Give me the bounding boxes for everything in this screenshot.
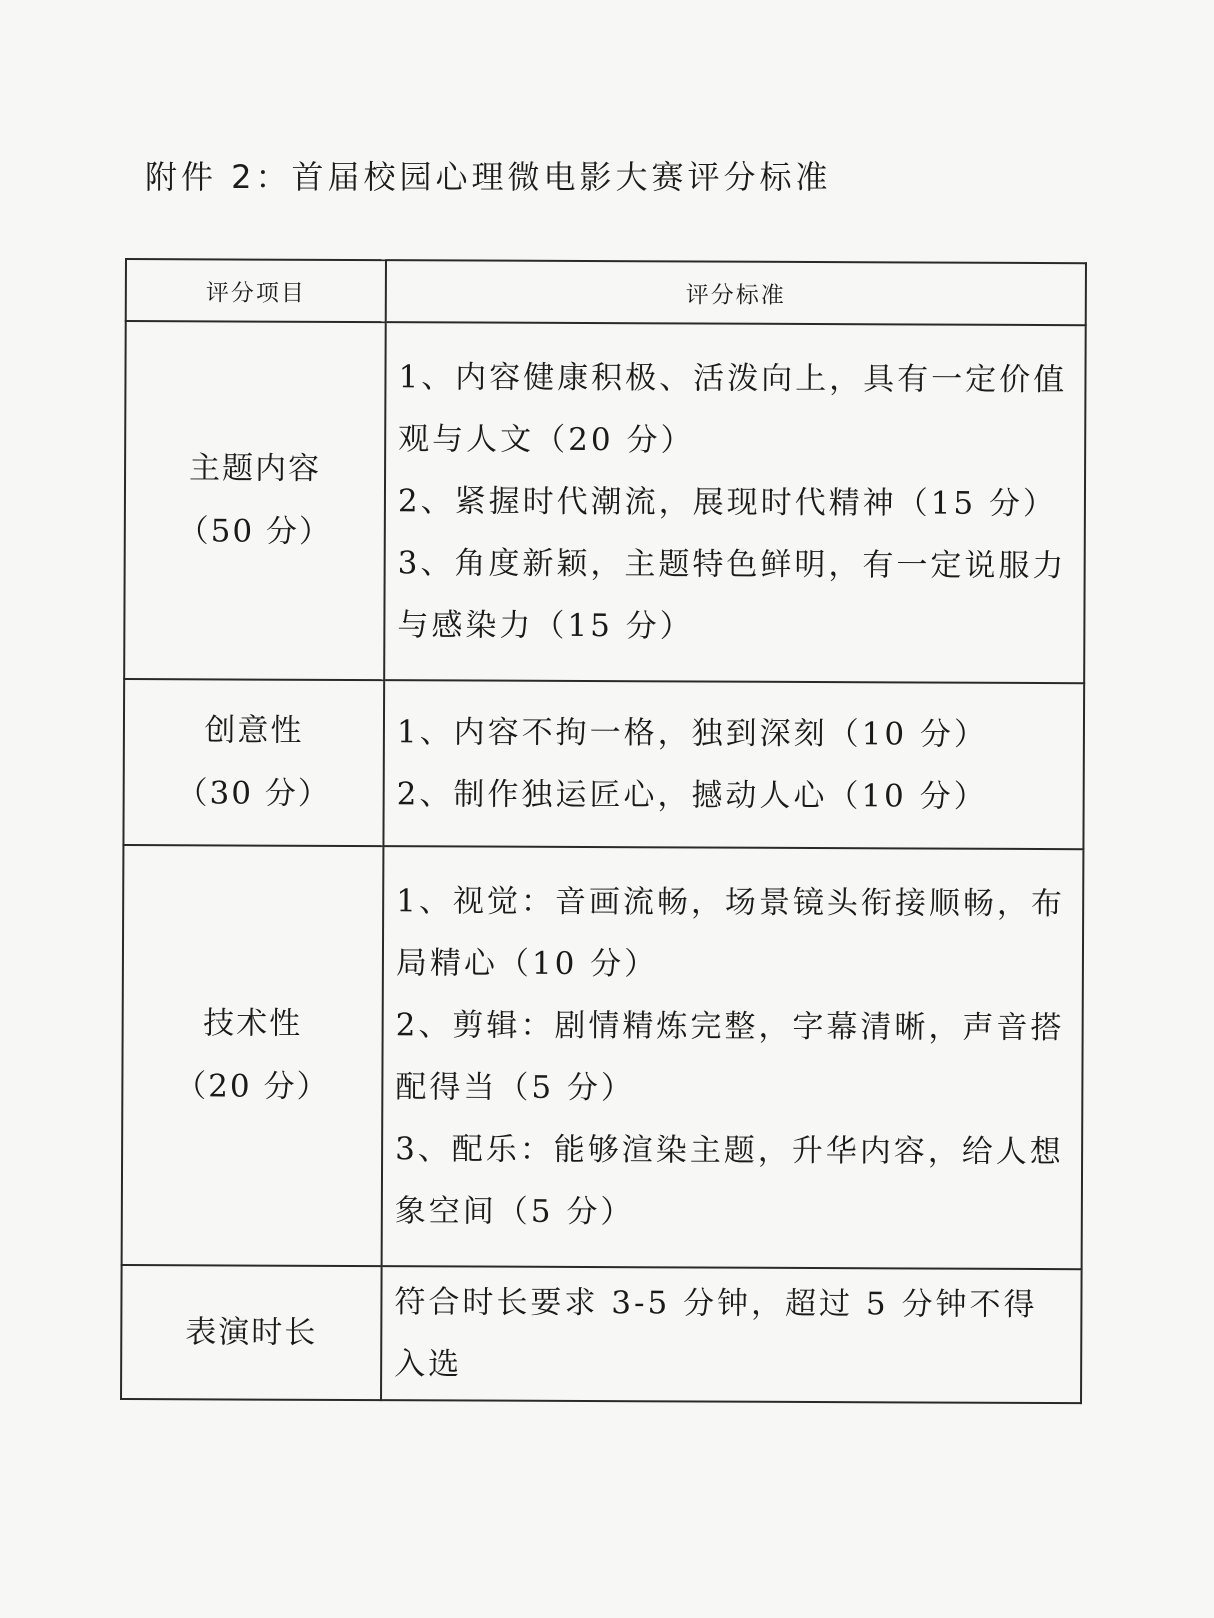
item-name: 技术性 xyxy=(203,1005,303,1042)
criteria-line: 1、视觉：音画流畅，场景镜头衔接顺畅，布局精心（10 分） xyxy=(395,883,1066,983)
document-title: 附件 2：首届校园心理微电影大赛评分标准 xyxy=(145,158,832,196)
criteria-cell xyxy=(384,322,1086,683)
criteria-line: 3、配乐：能够渲染主题，升华内容，给人想象空间（5 分） xyxy=(394,1131,1064,1231)
table-row xyxy=(122,845,1084,1269)
item-name: 表演时长 xyxy=(185,1313,318,1351)
criteria-cell xyxy=(381,1266,1082,1403)
item-cell xyxy=(123,679,384,846)
table-row xyxy=(124,321,1086,683)
criteria-cell xyxy=(382,846,1084,1269)
item-cell xyxy=(122,845,384,1266)
header-item: 评分项目 xyxy=(126,259,386,322)
item-name: 创意性 xyxy=(204,712,304,749)
scoring-table xyxy=(120,258,1087,1404)
criteria-line: 符合时长要求 3-5 分钟，超过 5 分钟不得入选 xyxy=(394,1284,1038,1383)
table-row xyxy=(123,679,1084,849)
item-score: （30 分） xyxy=(176,775,331,812)
criteria-line: 2、剪辑：剧情精炼完整，字幕清晰，声音搭配得当（5 分） xyxy=(395,1007,1065,1107)
item-name: 主题内容 xyxy=(189,450,322,487)
item-cell xyxy=(121,1265,382,1400)
criteria-cell xyxy=(383,680,1084,849)
item-score: （50 分） xyxy=(177,513,333,550)
criteria-line: 1、内容不拘一格，独到深刻（10 分） xyxy=(396,714,989,753)
table-row xyxy=(121,1265,1082,1403)
criteria-line: 1、内容健康积极、活泼向上，具有一定价值观与人文（20 分） xyxy=(398,359,1068,459)
criteria-line: 2、紧握时代潮流，展现时代精神（15 分） xyxy=(397,483,1058,523)
item-score: （20 分） xyxy=(175,1068,330,1105)
item-cell xyxy=(124,321,386,680)
criteria-line: 2、制作独运匠心，撼动人心（10 分） xyxy=(396,776,988,815)
table-header-row xyxy=(126,259,1086,325)
criteria-line: 3、角度新颖，主题特色鲜明，有一定说服力与感染力（15 分） xyxy=(397,545,1067,645)
header-criteria: 评分标准 xyxy=(386,260,1086,325)
